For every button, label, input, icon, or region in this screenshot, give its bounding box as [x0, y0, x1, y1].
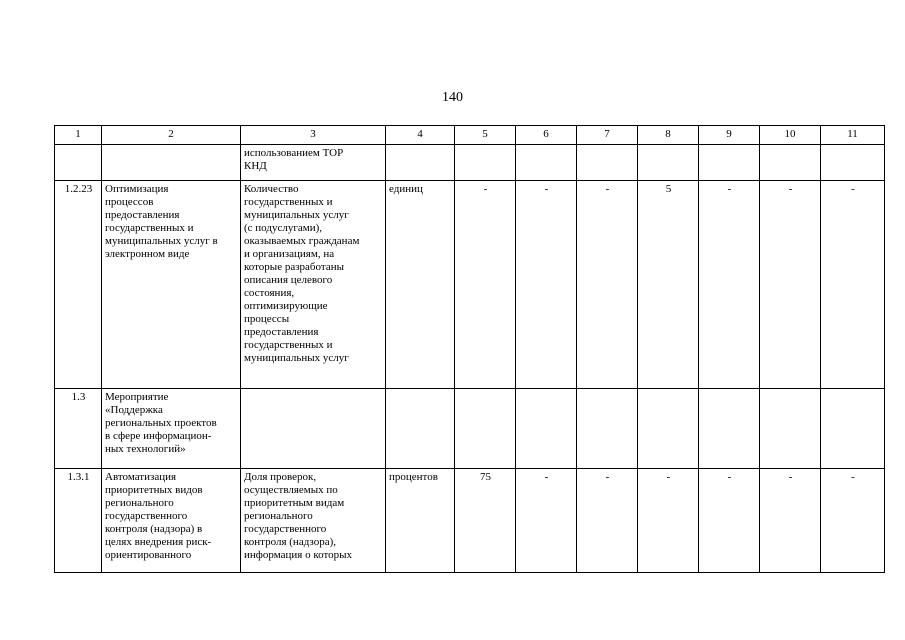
column-header: 8: [638, 126, 699, 145]
column-header: 2: [102, 126, 241, 145]
data-table: [54, 125, 885, 573]
row-value: [821, 389, 885, 469]
row-unit: [386, 145, 455, 181]
row-value: -: [760, 469, 821, 573]
table-row: [55, 145, 885, 181]
column-header: 5: [455, 126, 516, 145]
row-name: Автоматизация приоритетных видов регионального государственного контроля (надзора) в целях внедрения риск- ориентированного: [102, 469, 241, 573]
row-value: -: [760, 181, 821, 389]
column-header: 11: [821, 126, 885, 145]
row-name: [102, 145, 241, 181]
column-header: 1: [55, 126, 102, 145]
row-value: [821, 145, 885, 181]
row-value: 75: [455, 469, 516, 573]
page-number: 140: [442, 90, 463, 105]
row-unit: единиц: [386, 181, 455, 389]
row-value: -: [699, 181, 760, 389]
row-value: [516, 145, 577, 181]
row-unit: [386, 389, 455, 469]
table-row: [55, 469, 885, 573]
row-value: [516, 389, 577, 469]
row-value: [699, 389, 760, 469]
row-value: -: [455, 181, 516, 389]
row-value: -: [516, 181, 577, 389]
row-value: -: [699, 469, 760, 573]
row-value: -: [577, 181, 638, 389]
row-number: 1.2.23: [55, 181, 102, 389]
row-indicator: [241, 389, 386, 469]
row-value: [699, 145, 760, 181]
row-value: -: [821, 469, 885, 573]
column-header: 7: [577, 126, 638, 145]
row-value: [455, 145, 516, 181]
row-value: [760, 389, 821, 469]
column-header: 3: [241, 126, 386, 145]
column-header: 4: [386, 126, 455, 145]
row-indicator: использованием ТОР КНД: [241, 145, 386, 181]
row-value: [577, 389, 638, 469]
row-value: [577, 145, 638, 181]
row-unit: процентов: [386, 469, 455, 573]
table-header-row: [55, 126, 885, 145]
row-value: [638, 389, 699, 469]
column-header: 9: [699, 126, 760, 145]
row-name: Оптимизация процессов предоставления государственных и муниципальных услуг в электронном виде: [102, 181, 241, 389]
row-number: [55, 145, 102, 181]
row-value: -: [577, 469, 638, 573]
row-indicator: Доля проверок, осуществляемых по приоритетным видам регионального государственного контроля (надзора), информация о которых: [241, 469, 386, 573]
table-row: [55, 389, 885, 469]
row-value: [760, 145, 821, 181]
row-value: [638, 145, 699, 181]
row-value: -: [516, 469, 577, 573]
row-value: -: [638, 469, 699, 573]
row-number: 1.3.1: [55, 469, 102, 573]
row-value: -: [821, 181, 885, 389]
row-indicator: Количество государственных и муниципальных услуг (с подуслугами), оказываемых гражданам и организациям, на которые разработаны описания целевого состояния, оптимизирующие процессы предоставления государственных и муниципальных услуг: [241, 181, 386, 389]
row-number: 1.3: [55, 389, 102, 469]
table-row: [55, 181, 885, 389]
row-value: 5: [638, 181, 699, 389]
column-header: 10: [760, 126, 821, 145]
row-name: Мероприятие «Поддержка региональных проектов в сфере информацион- ных технологий»: [102, 389, 241, 469]
row-value: [455, 389, 516, 469]
column-header: 6: [516, 126, 577, 145]
